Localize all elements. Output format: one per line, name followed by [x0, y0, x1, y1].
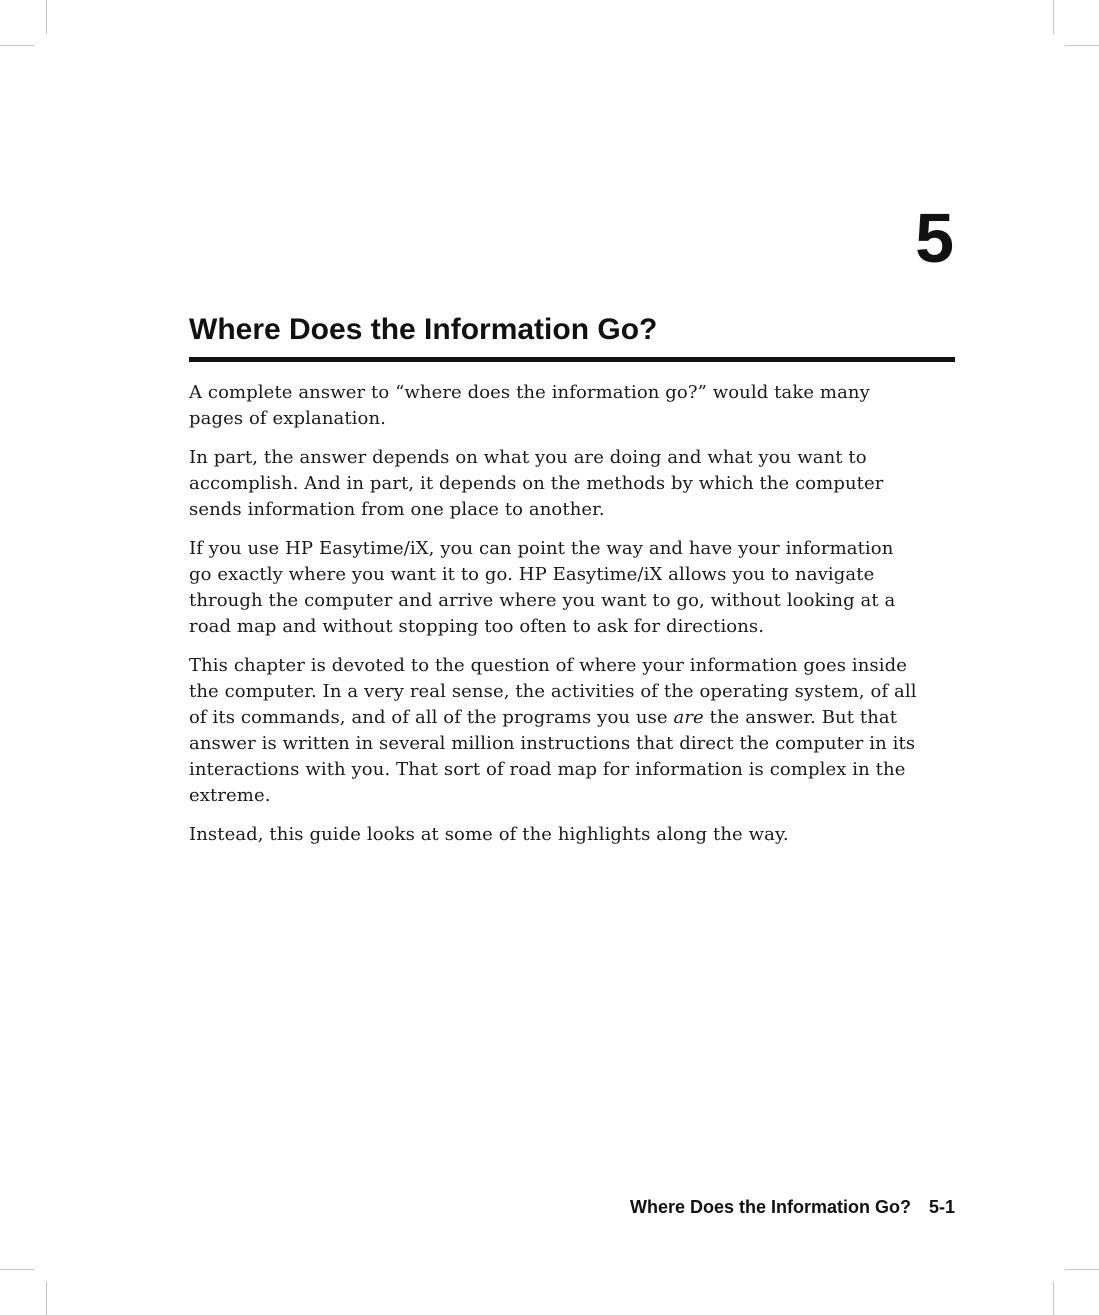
paragraph	[189, 445, 955, 523]
crop-mark	[0, 45, 34, 46]
paragraph	[189, 822, 955, 848]
page-footer	[630, 1194, 955, 1220]
text-line: go exactly where you want it to go. HP Easytime/iX allows you to navigate	[189, 564, 875, 585]
page-number: 5-1	[928, 1197, 955, 1217]
paragraph	[189, 536, 955, 640]
footer-title: Where Does the Information Go?	[629, 1197, 911, 1217]
crop-mark	[1053, 0, 1054, 34]
text-line: If you use HP Easytime/iX, you can point the way and have your information	[189, 538, 894, 559]
crop-mark	[46, 0, 47, 34]
text-line: through the computer and arrive where you want to go, without looking at a	[189, 590, 896, 611]
body-text	[189, 380, 955, 861]
text-line: In part, the answer depends on what you are doing and what you want to	[189, 447, 867, 468]
text-line: road map and without stopping too often to ask for directions.	[189, 616, 765, 637]
text-line: Instead, this guide looks at some of the highlights along the way.	[189, 824, 789, 845]
crop-mark	[46, 1281, 47, 1315]
paragraph	[189, 380, 955, 432]
paragraph	[189, 653, 955, 809]
emphasis-are: are	[673, 707, 704, 728]
text-line: interactions with you. That sort of road map for information is complex in the	[189, 759, 906, 780]
crop-mark	[1065, 1269, 1099, 1270]
text-line: the computer. In a very real sense, the activities of the operating system, of all	[189, 681, 917, 702]
text-line: A complete answer to “where does the information go?” would take many	[189, 382, 870, 403]
crop-mark	[1053, 1281, 1054, 1315]
text-segment: of its commands, and of all of the programs you use	[189, 707, 674, 728]
text-line	[189, 705, 955, 731]
crop-mark	[0, 1269, 34, 1270]
chapter-number: 5	[915, 199, 954, 277]
text-line: pages of explanation.	[189, 408, 386, 429]
text-line: answer is written in several million instructions that direct the computer in its	[189, 733, 916, 754]
text-line: extreme.	[189, 785, 271, 806]
crop-mark	[1065, 45, 1099, 46]
text-line: sends information from one place to another.	[189, 499, 605, 520]
text-segment: the answer. But that	[703, 707, 898, 728]
text-line: accomplish. And in part, it depends on the methods by which the computer	[189, 473, 884, 494]
title-rule	[189, 357, 955, 362]
chapter-title: Where Does the Information Go?	[189, 313, 658, 346]
text-line: This chapter is devoted to the question of where your information goes inside	[189, 655, 907, 676]
